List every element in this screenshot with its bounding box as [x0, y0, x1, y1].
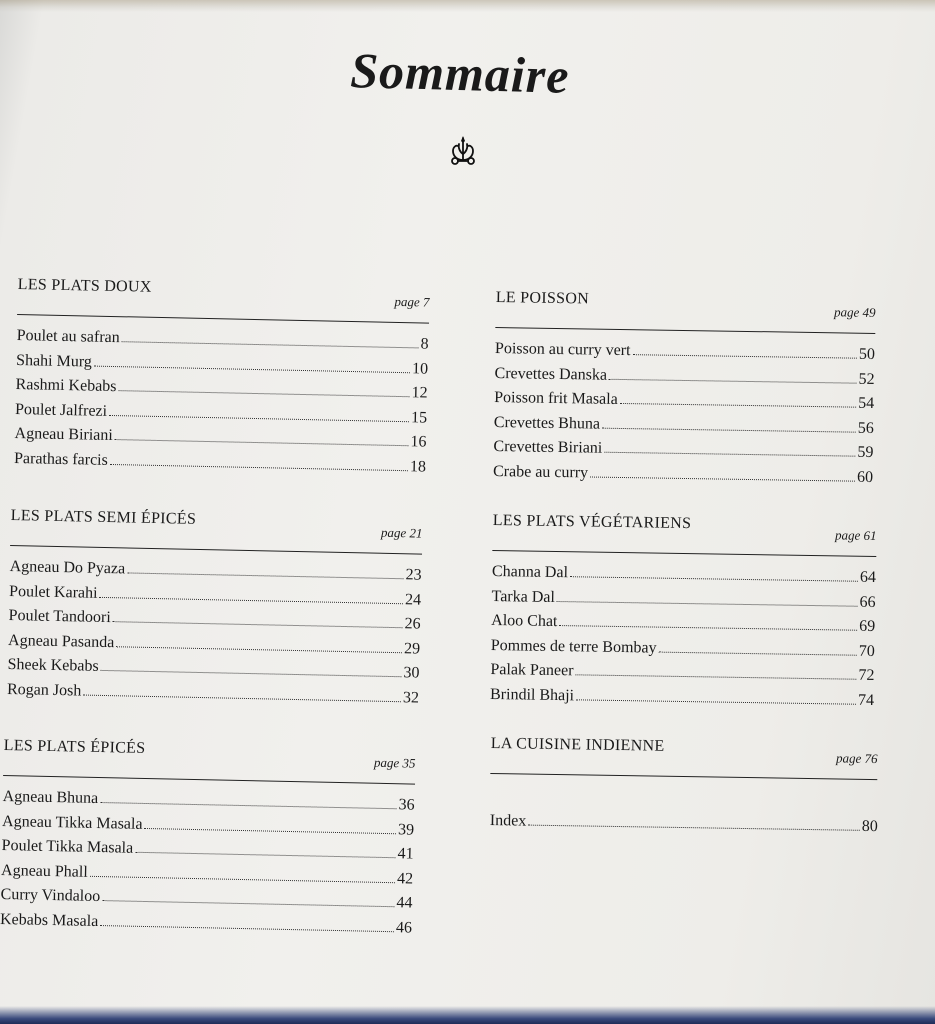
entry-name: Brindil Bhaji — [489, 685, 575, 704]
entry-name: Crevettes Bhuna — [493, 413, 601, 433]
entry-name: Poisson frit Masala — [494, 388, 618, 408]
entry-page: 18 — [409, 457, 427, 476]
entry-page: 44 — [396, 894, 413, 912]
section-heading: LES PLATS DOUX — [17, 275, 152, 296]
dot-leader — [144, 827, 396, 833]
toc-section — [490, 731, 878, 780]
entry-name: Crevettes Biriani — [493, 437, 603, 457]
dot-leader — [559, 625, 857, 631]
entry-name: Rogan Josh — [6, 680, 82, 700]
entry-page: 72 — [858, 666, 875, 685]
entry-list — [14, 327, 429, 483]
dot-leader — [101, 670, 402, 677]
fleuron-ornament-icon — [445, 134, 481, 170]
dot-leader — [620, 403, 856, 408]
entry-name: Poulet Karahi — [8, 582, 98, 602]
dot-leader — [100, 802, 396, 809]
entry-page: 12 — [411, 384, 428, 402]
entry-name: Poulet Tikka Masala — [1, 836, 134, 857]
entry-name: Parathas farcis — [13, 449, 108, 469]
entry-page: 10 — [411, 359, 429, 378]
section-header — [10, 503, 423, 554]
toc-section — [7, 503, 423, 714]
dot-leader — [609, 378, 857, 383]
entry-name: Sheek Kebabs — [7, 655, 99, 675]
dot-leader — [576, 699, 856, 704]
dot-leader — [118, 390, 409, 397]
page-title: Sommaire — [349, 42, 571, 104]
dot-leader — [557, 601, 858, 607]
entry-page: 64 — [859, 568, 877, 587]
entry-name: Aloo Chat — [491, 611, 558, 631]
section-page-ref: page 76 — [835, 750, 878, 767]
entry-name: Agneau Pasanda — [7, 631, 115, 651]
entry-page: 52 — [858, 370, 875, 388]
dot-leader — [94, 365, 410, 373]
entry-name: Channa Dal — [491, 562, 569, 582]
dot-leader — [113, 621, 403, 628]
dot-leader — [127, 572, 403, 579]
entry-name: Crabe au curry — [492, 462, 589, 481]
dot-leader — [109, 414, 409, 421]
dot-leader — [135, 852, 395, 858]
entry-page: 69 — [859, 617, 876, 636]
toc-section — [14, 272, 430, 483]
entry-name: Poulet Tandoori — [8, 606, 111, 627]
entry-page: 39 — [397, 820, 415, 839]
dot-leader — [590, 476, 855, 481]
toc-entry[interactable] — [490, 685, 874, 716]
dot-leader — [632, 354, 856, 359]
entry-name: Rashmi Kebabs — [15, 375, 117, 396]
entry-page: 66 — [859, 593, 876, 611]
dot-leader — [659, 651, 857, 655]
toc-section — [490, 508, 877, 716]
entry-name: Agneau Phall — [0, 861, 88, 881]
dot-leader — [100, 925, 394, 932]
entry-page: 41 — [397, 845, 414, 863]
section-heading: LES PLATS SEMI ÉPICÉS — [10, 506, 197, 528]
entry-list — [490, 563, 876, 716]
entry-name: Poulet Jalfrezi — [14, 400, 108, 420]
entry-name: Poisson au curry vert — [494, 339, 631, 360]
dot-leader — [83, 694, 401, 702]
entry-page: 29 — [403, 639, 421, 658]
section-heading: LE POISSON — [495, 288, 590, 308]
dot-leader — [110, 463, 408, 470]
section-page-ref: page 61 — [834, 527, 877, 544]
entry-name: Pommes de terre Bombay — [490, 636, 657, 657]
dot-leader — [102, 900, 394, 907]
entry-page: 26 — [404, 615, 421, 633]
entry-page: 59 — [857, 443, 874, 461]
entry-page: 16 — [410, 433, 427, 451]
toc-entry[interactable] — [493, 462, 873, 492]
section-header — [17, 272, 430, 323]
dot-leader — [115, 439, 409, 446]
section-heading: LES PLATS VÉGÉTARIENS — [492, 511, 692, 533]
entry-page: 54 — [858, 394, 875, 412]
entry-list — [7, 558, 422, 714]
dot-leader — [116, 646, 402, 653]
entry-page: 50 — [858, 345, 876, 363]
dot-leader — [575, 674, 856, 679]
dot-leader — [528, 825, 860, 831]
dot-leader — [602, 427, 856, 432]
section-page-ref: page 7 — [394, 293, 430, 310]
entry-page: 46 — [395, 918, 413, 937]
toc-section — [493, 285, 876, 493]
cover-top-edge — [0, 0, 935, 12]
dot-leader — [604, 452, 855, 457]
entry-name: Agneau Biriani — [14, 424, 113, 445]
section-page-ref: page 21 — [380, 524, 423, 541]
toc-entry-index[interactable] — [490, 812, 878, 843]
toc-section — [0, 733, 416, 944]
dot-leader — [570, 576, 858, 582]
entry-page: 24 — [404, 590, 422, 609]
entry-name: Shahi Murg — [15, 351, 93, 371]
entry-list — [493, 340, 875, 493]
entry-name: Tarka Dal — [491, 587, 556, 606]
entry-name: Curry Vindaloo — [0, 885, 101, 906]
section-header — [3, 733, 416, 784]
index-entry-wrap — [490, 812, 878, 843]
section-header — [490, 731, 878, 779]
section-header — [495, 285, 876, 333]
entry-page: 8 — [420, 335, 429, 353]
entry-page: 36 — [398, 796, 415, 814]
section-header — [492, 508, 877, 556]
entry-list — [0, 788, 415, 944]
entry-page: 32 — [402, 688, 420, 707]
section-heading: LES PLATS ÉPICÉS — [3, 736, 146, 757]
dot-leader — [99, 596, 403, 603]
entry-page: 74 — [857, 691, 875, 709]
entry-name: Index — [489, 812, 527, 830]
entry-name: Crevettes Danska — [494, 364, 608, 384]
cover-bottom-edge — [0, 1006, 935, 1024]
entry-page: 56 — [857, 419, 874, 437]
entry-name: Agneau Do Pyaza — [9, 557, 126, 578]
entry-page: 23 — [405, 566, 422, 584]
entry-page: 30 — [403, 664, 420, 682]
dot-leader — [90, 875, 395, 882]
entry-page: 60 — [856, 468, 874, 486]
entry-page: 70 — [858, 642, 875, 660]
section-heading: LA CUISINE INDIENNE — [490, 734, 665, 755]
entry-name: Agneau Bhuna — [2, 787, 99, 807]
entry-page: 15 — [410, 408, 428, 427]
entry-name: Agneau Tikka Masala — [1, 812, 143, 833]
dot-leader — [122, 341, 419, 348]
entry-name: Poulet au safran — [16, 326, 120, 347]
section-page-ref: page 49 — [833, 304, 876, 320]
entry-page: 42 — [396, 869, 414, 888]
section-page-ref: page 35 — [373, 754, 416, 771]
entry-name: Kebabs Masala — [0, 910, 99, 930]
entry-name: Palak Paneer — [490, 660, 574, 680]
entry-page: 80 — [861, 817, 878, 836]
